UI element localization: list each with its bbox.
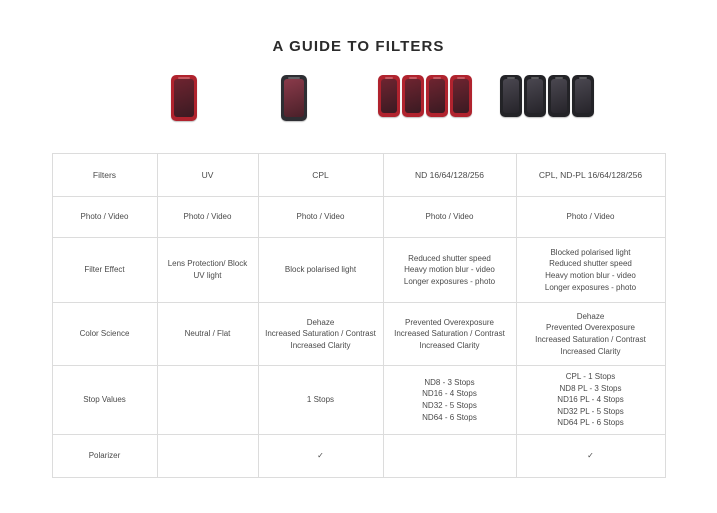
cpl-nd-pl-filter-set-image [500, 75, 594, 117]
filter-glyph [450, 75, 472, 117]
text-line: ND16 PL - 4 Stops [557, 395, 624, 405]
text-line: 1 Stops [306, 395, 335, 405]
table-row [52, 238, 665, 303]
cell-polarizer-cpl-ndpl-check-icon: ✓ [516, 435, 665, 478]
cell-photovideo-cpl: Photo / Video [258, 197, 383, 238]
filter-glyph [572, 75, 594, 117]
table-row [52, 197, 665, 238]
text-line: Reduced shutter speed [549, 259, 632, 269]
text-line: Increased Saturation / Contrast [535, 335, 646, 344]
text-line: ND16 - 4 Stops [422, 389, 477, 399]
filters-comparison-table [52, 153, 666, 478]
table-row [52, 435, 665, 478]
text-line: CPL - 1 Stops [565, 372, 616, 382]
cell-polarizer-nd [383, 435, 516, 478]
row-label-polarizer: Polarizer [52, 435, 157, 478]
row-label-photo-video: Photo / Video [52, 197, 157, 238]
text-line: Block polarised light [284, 265, 357, 275]
filter-glyph [524, 75, 546, 117]
text-line: ND8 - 3 Stops [424, 377, 475, 387]
filter-glyph [171, 75, 197, 121]
text-line: Increased Saturation / Contrast [265, 329, 376, 339]
text-line: Increased Saturation / Contrast [394, 329, 505, 339]
text-line: Blocked polarised light [550, 247, 631, 257]
cell-photovideo-nd: Photo / Video [383, 197, 516, 238]
text-line: Increased Clarity [560, 346, 621, 356]
cell-colorscience-nd [383, 303, 516, 366]
cell-filters-nd: ND 16/64/128/256 [383, 154, 516, 197]
row-label-color-science: Color Science [52, 303, 157, 366]
row-label-filter-effect: Filter Effect [52, 238, 157, 303]
cell-colorscience-cpl-ndpl [516, 303, 665, 366]
text-line: UV light [193, 271, 222, 280]
text-line: Lens Protection/ Block [167, 259, 248, 269]
cell-stopvalues-cpl [258, 366, 383, 435]
text-line: Heavy motion blur - video [545, 271, 636, 280]
text-line: Reduced shutter speed [408, 253, 491, 263]
cell-colorscience-uv [157, 303, 258, 366]
filter-glyph [281, 75, 307, 121]
text-line: ND8 PL - 3 Stops [559, 383, 622, 393]
text-line: Dehaze [576, 311, 605, 321]
text-line: Increased Clarity [419, 340, 480, 350]
cell-stopvalues-cpl-ndpl [516, 366, 665, 435]
row-label-stop-values: Stop Values [52, 366, 157, 435]
text-line: ND64 PL - 6 Stops [557, 418, 624, 428]
filter-glyph [378, 75, 400, 117]
table-row [52, 303, 665, 366]
cell-photovideo-cpl-ndpl: Photo / Video [516, 197, 665, 238]
filter-glyph [500, 75, 522, 117]
cell-filtereffect-cpl [258, 238, 383, 303]
text-line: Heavy motion blur - video [404, 265, 495, 275]
filter-artwork-row [0, 75, 717, 137]
text-line: Increased Clarity [290, 340, 351, 350]
text-line: Neutral / Flat [184, 329, 231, 339]
cell-stopvalues-nd [383, 366, 516, 435]
cell-filtereffect-uv [157, 238, 258, 303]
cell-polarizer-uv [157, 435, 258, 478]
table-row [52, 366, 665, 435]
cell-colorscience-cpl [258, 303, 383, 366]
cell-filtereffect-nd [383, 238, 516, 303]
text-line: ND32 - 5 Stops [422, 401, 477, 410]
text-line: ND32 PL - 5 Stops [557, 406, 624, 416]
filter-glyph [402, 75, 424, 117]
uv-filter-image [171, 75, 197, 121]
cell-filtereffect-cpl-ndpl [516, 238, 665, 303]
text-line: Dehaze [306, 317, 335, 327]
filter-glyph [548, 75, 570, 117]
row-label-filters: Filters [52, 154, 157, 197]
nd-filter-set-image [378, 75, 472, 117]
text-line: ND64 - 6 Stops [422, 412, 477, 422]
page-title: A GUIDE TO FILTERS [272, 38, 445, 55]
text-line: Prevented Overexposure [546, 323, 635, 333]
text-line: Prevented Overexposure [405, 317, 494, 327]
cell-filters-cpl-ndpl: CPL, ND-PL 16/64/128/256 [516, 154, 665, 197]
cell-filters-cpl: CPL [258, 154, 383, 197]
text-line: Longer exposures - photo [544, 282, 637, 292]
table-row [52, 154, 665, 197]
text-line: Longer exposures - photo [403, 276, 496, 286]
cpl-filter-image [281, 75, 307, 121]
filter-glyph [426, 75, 448, 117]
cell-stopvalues-uv [157, 366, 258, 435]
filters-guide-page [0, 38, 717, 513]
cell-filters-uv: UV [157, 154, 258, 197]
cell-photovideo-uv: Photo / Video [157, 197, 258, 238]
cell-polarizer-cpl-check-icon: ✓ [258, 435, 383, 478]
